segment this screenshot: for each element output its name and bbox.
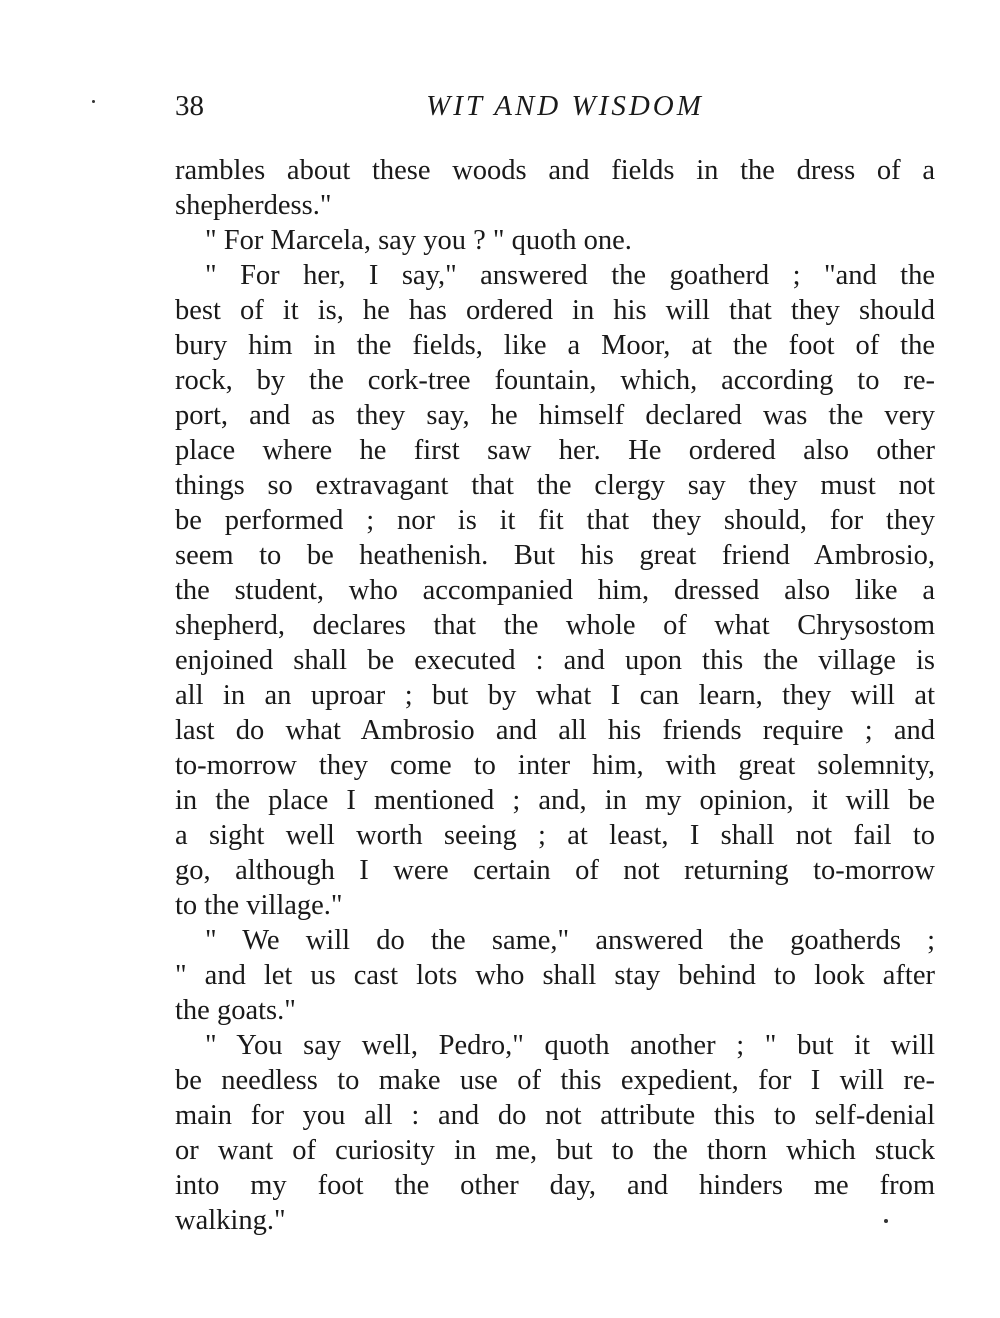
text-line: walking." xyxy=(175,1205,286,1236)
text-line: " and let us cast lots who shall stay behind to look after xyxy=(175,960,935,991)
text-line: the goats." xyxy=(175,995,296,1026)
text-line: " We will do the same," answered the goatherds ; xyxy=(205,925,935,956)
text-line: enjoined shall be executed : and upon this the village is xyxy=(175,645,935,676)
text-line: be needless to make use of this expedient, for I will re- xyxy=(175,1065,935,1096)
text-line: bury him in the fields, like a Moor, at the foot of the xyxy=(175,330,935,361)
ink-speck xyxy=(92,100,95,103)
text-line: things so extravagant that the clergy say they must not xyxy=(175,470,935,501)
body-text xyxy=(175,153,935,1238)
running-head: WIT AND WISDOM xyxy=(426,90,704,122)
text-line: into my foot the other day, and hinders me from xyxy=(175,1170,935,1201)
page-number: 38 xyxy=(175,90,204,122)
text-line: to the village." xyxy=(175,890,343,921)
text-line: place where he first saw her. He ordered also other xyxy=(175,435,935,466)
text-line: " You say well, Pedro," quoth another ; " but it will xyxy=(205,1030,935,1061)
text-line: main for you all : and do not attribute this to self-denial xyxy=(175,1100,935,1131)
text-line: a sight well worth seeing ; at least, I shall not fail to xyxy=(175,820,935,851)
text-line: best of it is, he has ordered in his will that they should xyxy=(175,295,935,326)
text-line: " For Marcela, say you ? " quoth one. xyxy=(205,225,632,256)
text-line: rambles about these woods and fields in the dress of a xyxy=(175,155,935,186)
text-line: last do what Ambrosio and all his friends require ; and xyxy=(175,715,935,746)
ink-speck xyxy=(884,1219,888,1223)
page-header xyxy=(175,86,935,126)
text-line: rock, by the cork-tree fountain, which, according to re- xyxy=(175,365,935,396)
text-line: all in an uproar ; but by what I can learn, they will at xyxy=(175,680,935,711)
text-line: shepherdess." xyxy=(175,190,332,221)
text-line: be performed ; nor is it fit that they should, for they xyxy=(175,505,935,536)
text-line: seem to be heathenish. But his great friend Ambrosio, xyxy=(175,540,935,571)
text-line: or want of curiosity in me, but to the thorn which stuck xyxy=(175,1135,935,1166)
text-line: to-morrow they come to inter him, with great solemnity, xyxy=(175,750,935,781)
text-line: the student, who accompanied him, dressed also like a xyxy=(175,575,935,606)
text-line: " For her, I say," answered the goatherd ; "and the xyxy=(205,260,935,291)
text-line: port, and as they say, he himself declared was the very xyxy=(175,400,935,431)
text-line: shepherd, declares that the whole of what Chrysostom xyxy=(175,610,935,641)
text-line: in the place I mentioned ; and, in my opinion, it will be xyxy=(175,785,935,816)
text-line: go, although I were certain of not returning to-morrow xyxy=(175,855,935,886)
